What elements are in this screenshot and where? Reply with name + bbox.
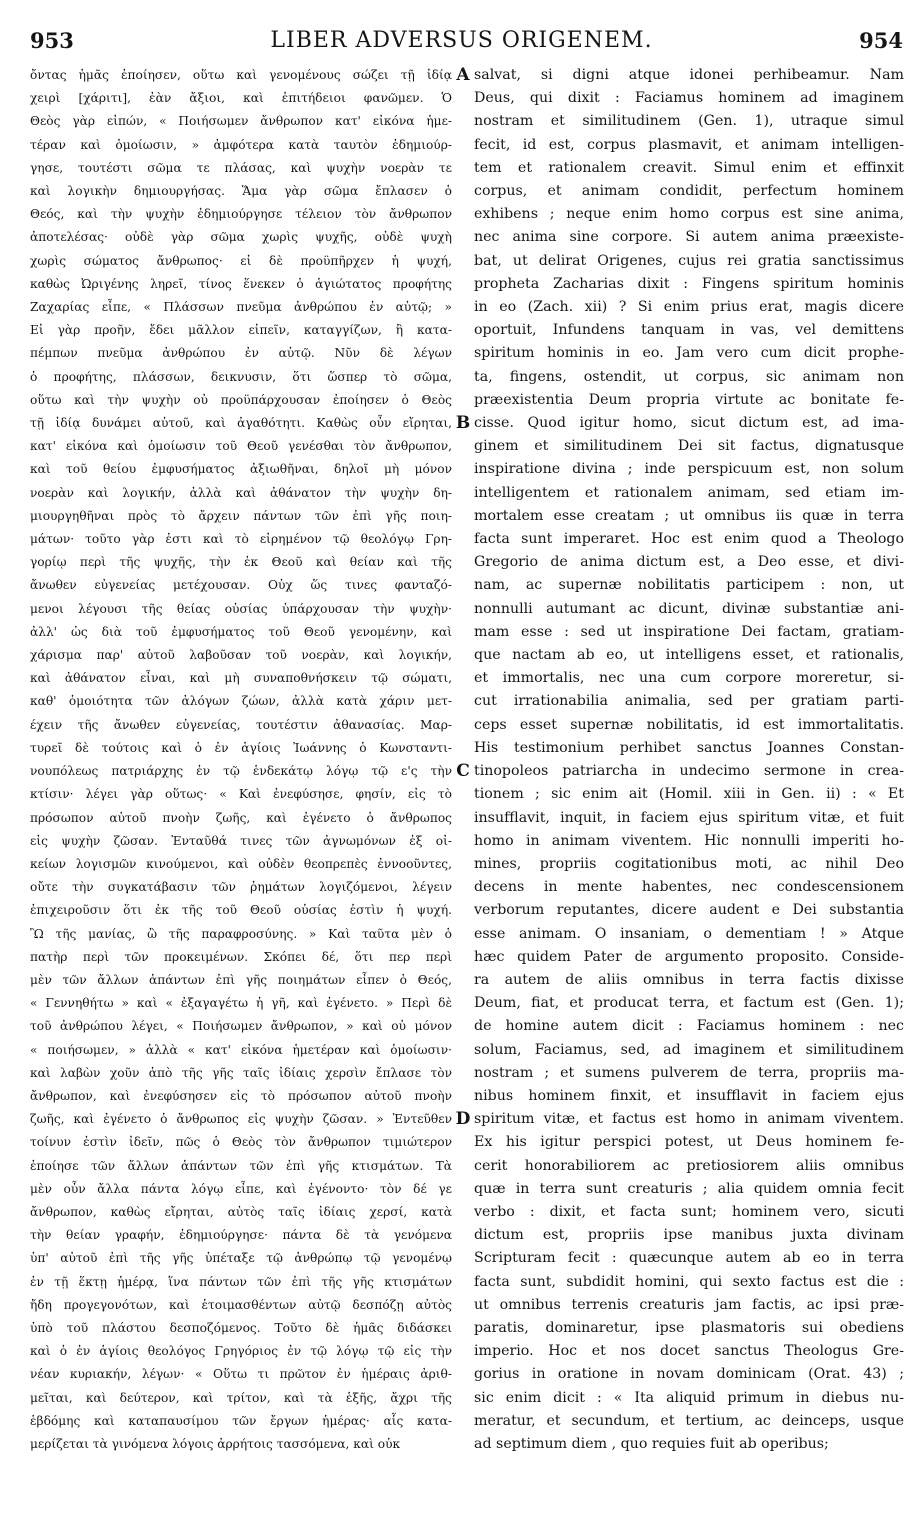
text-line: πέμπων πνεῦμα ἀνθρώπου ἐν αὐτῷ. Νῦν δὲ λέγων xyxy=(30,346,452,361)
text-line: ra autem de aliis omnibus in terra factis dixisse xyxy=(474,971,904,988)
text-line: Ζαχαρίας εἶπε, « Πλάσσων πνεῦμα ἀνθρώπου ἐν αὐτῷ; » xyxy=(30,300,452,315)
text-line: ἀλλ' ὡς διὰ τοῦ ἐμφυσήματος τοῦ Θεοῦ γενομένην, καὶ xyxy=(30,624,452,639)
text-line: que nactam ab eo, ut intelligens esset, et rationalis, xyxy=(474,647,904,664)
text-line: nostram et similitudinem (Gen. 1), utraque simul xyxy=(474,113,904,130)
text-line: μιουργηθῆναι πρὸς τὸ ἄρχειν πάντων τῶν ἐπὶ γῆς ποιη- xyxy=(30,508,452,523)
page-number-right: 954 xyxy=(859,28,903,53)
text-line: propheta Zacharias dixit : Fingens spiritum hominis xyxy=(474,275,904,292)
text-line: ta, fingens, ostendit, ut corpus, sic animam non xyxy=(474,368,904,385)
text-line: καθ' ὁμοιότητα τῶν ἀλόγων ζώων, ἀλλὰ κατὰ χάριν μετ- xyxy=(30,694,452,709)
text-line: ἑβδόμης καὶ καταπαυσίμου τῶν ἔργων ἡμέρας· αἷς κατα- xyxy=(30,1413,452,1428)
text-line: mines, propriis cogitationibus moti, ac nihil Deo xyxy=(474,855,904,872)
text-line: γησε, τουτέστι σῶμα τε πλάσας, καὶ ψυχὴν νοερὰν τε xyxy=(30,160,452,175)
text-line: fecit, id est, corpus plasmavit, et animam intelligen- xyxy=(474,136,904,153)
text-line: et immortalis, nec una cum corpore moreretur, si- xyxy=(474,670,904,687)
text-line: tinopoleos patriarcha in undecimo sermone in crea- xyxy=(474,763,904,780)
text-line: quæ in terra sunt creaturis ; alia quidem omnia fecit xyxy=(474,1180,904,1197)
text-line: μεῖται, καὶ δεύτερον, καὶ τρίτον, καὶ τὰ ἑξῆς, ἄχρι τῆς xyxy=(30,1390,452,1405)
text-line: ὑπ' αὐτοῦ ἐπὶ τῆς γῆς ὑπέταξε τῷ ἀνθρώπῳ τῷ γενομένῳ xyxy=(30,1251,452,1266)
text-line: corpus, et animam condidit, perfectum hominem xyxy=(474,183,904,200)
text-line: bat, ut delirat Origenes, cujus rei gratia sanctissimus xyxy=(474,252,904,269)
text-line: ἄνθρωπον, καθὼς εἴρηται, αὐτὸς ταῖς ἰδίαις χερσί, κατὰ xyxy=(30,1204,452,1219)
text-line: cisse. Quod igitur homo, sicut dictum est, ad ima- xyxy=(474,415,904,432)
text-line: verborum reputantes, dicere audent e Dei substantia xyxy=(474,902,904,919)
text-line: meratur, et secundum, et tertium, ac deinceps, usque xyxy=(474,1412,904,1429)
text-line: πατὴρ περὶ τῶν προκειμένων. Σκόπει δέ, ὅτι περ περὶ xyxy=(30,949,452,964)
text-line: nam, ac supernæ nobilitatis participem : non, ut xyxy=(474,577,904,594)
text-line: εἰς ψυχὴν ζῶσαν. Ἐνταῦθά τινες τῶν ἀγνωμόνων ἐξ οἰ- xyxy=(30,833,452,848)
text-line: spiritum hominis in eo. Jam vero cum dicit prophe- xyxy=(474,345,904,362)
text-line: tem et rationalem creavit. Simul enim et effinxit xyxy=(474,159,904,176)
text-line: nibus hominem finxit, et insufflavit in faciem ejus xyxy=(474,1087,904,1104)
text-line: Scripturam fecit : quæcunque autem ab eo in terra xyxy=(474,1250,904,1267)
text-line: καὶ ἀθάνατον εἶναι, καὶ μὴ συναποθνήσκειν τῷ σώματι, xyxy=(30,671,452,686)
text-line: ad septimum diem , quo requies fuit ab operibus; xyxy=(474,1435,829,1452)
text-line: χωρὶς σώματος ἄνθρωπος· εἰ δὲ προϋπῆρχεν ἡ ψυχή, xyxy=(30,253,452,268)
text-line: μενοι λέγουσι τῆς θείας οὐσίας ὑπάρχουσαν τὴν ψυχὴν· xyxy=(30,601,452,616)
text-line: τῇ ἰδίᾳ δυνάμει αὐτοῦ, καὶ ἀγαθότητι. Καθὼς οὖν εἴρηται, xyxy=(30,416,452,431)
text-line: Θεός, καὶ τὴν ψυχὴν ἐδημιούργησε τέλειον τὸν ἄνθρωπον xyxy=(30,207,452,222)
text-line: χάρισμα παρ' αὐτοῦ λαβοῦσαν τοῦ νοερὰν, καὶ λογικήν, xyxy=(30,648,452,663)
text-line: κατ' εἰκόνα καὶ ὁμοίωσιν τοῦ Θεοῦ γενέσθαι τὸν ἄνθρωπον, xyxy=(30,439,452,454)
text-line: καὶ ὁ ἐν ἁγίοις θεολόγος Γρηγόριος ἐν τῷ λόγῳ τῷ εἰς τὴν xyxy=(30,1344,452,1359)
section-marker-d: D xyxy=(455,1109,471,1129)
text-line: ὑπὸ τοῦ πλάστου δεσποζόμενος. Τοῦτο δὲ ἡμᾶς διδάσκει xyxy=(30,1320,452,1335)
text-line: ut omnibus terrenis creaturis jam factis, ac ipsi præ- xyxy=(474,1296,904,1313)
text-line: paratis, dominaretur, ipse plasmatoris sui obediens xyxy=(474,1319,904,1336)
text-line: insufflavit, inquit, in faciem ejus spiritum vitæ, et fuit xyxy=(474,809,904,826)
latin-text-column xyxy=(474,64,904,1456)
text-line: nonnulli autumant ac dicunt, divinæ substantiæ ani- xyxy=(474,600,904,617)
text-line: ἄνθρωπον, καὶ ἐνεφύσησεν εἰς τὸ πρόσωπον αὐτοῦ πνοὴν xyxy=(30,1088,452,1103)
greek-text-column xyxy=(30,64,452,1456)
text-line: exhibens ; neque enim homo corpus est sine anima, xyxy=(474,206,904,223)
text-line: τυρεῖ δὲ τούτοις καὶ ὁ ἐν ἁγίοις Ἰωάννης ὁ Κωνσταντι- xyxy=(30,740,452,755)
text-line: mam esse : sed ut inspiratione Dei factam, gratiam- xyxy=(474,623,904,640)
text-line: ἐπιχειροῦσιν ὅτι ἐκ τῆς τοῦ Θεοῦ οὐσίας ἐστὶν ἡ ψυχή. xyxy=(30,903,452,918)
text-line: καθὼς Ὠριγένης ληρεῖ, τίνος ἕνεκεν ὁ ἁγιώτατος προφήτης xyxy=(30,276,452,291)
text-line: Deus, qui dixit : Faciamus hominem ad imaginem xyxy=(474,90,904,107)
text-line: ζωῆς, καὶ ἐγένετο ὁ ἄνθρωπος εἰς ψυχὴν ζῶσαν. » Ἐντεῦθεν xyxy=(30,1112,452,1127)
text-line: facta sunt, subdidit homini, qui sexto factus est die : xyxy=(474,1273,904,1290)
section-marker-a: A xyxy=(456,65,470,85)
text-line: τοίνυν ἐστὶν ἰδεῖν, πῶς ὁ Θεὸς τὸν ἄνθρωπον τιμιώτερον xyxy=(30,1135,452,1150)
text-line: νουπόλεως πατριάρχης ἐν τῷ ἑνδεκάτῳ λόγῳ τῷ ε'ς τὴν xyxy=(30,764,452,779)
running-header xyxy=(0,28,923,60)
text-line: præexistentia Deum propria virtute ac bonitate fe- xyxy=(474,391,904,408)
text-line: nec anima sine corpore. Si autem anima præexiste- xyxy=(474,229,904,246)
text-line: oportuit, Infundens tanquam in vas, vel demittens xyxy=(474,322,904,339)
text-line: in eo (Zach. xii) ? Si enim prius erat, magis dicere xyxy=(474,299,904,316)
text-line: cut irrationabilia animalia, sed per gratiam parti- xyxy=(474,693,904,710)
text-line: homo in animam viventem. Hic nonnulli imperiti ho- xyxy=(474,832,904,849)
text-line: γορίῳ περὶ τῆς ψυχῆς, τὴν ἐκ Θεοῦ καὶ θείαν καὶ τῆς xyxy=(30,555,452,570)
text-line: ὄντας ἡμᾶς ἐποίησεν, οὕτω καὶ γενομένους σώζει τῇ ἰδίᾳ xyxy=(30,68,452,82)
text-line: ginem et similitudinem Dei sit factus, dignatusque xyxy=(474,438,904,455)
text-line: οὕτω καὶ τὴν ψυχὴν οὐ προϋπάρχουσαν ἐποίησεν ὁ Θεὸς xyxy=(30,392,452,407)
text-line: His testimonium perhibet sanctus Joannes Constan- xyxy=(474,739,904,756)
text-line: ἤδη προγεγονότων, καὶ ἑτοιμασθέντων αὐτῷ δεσπόζῃ αὐτὸς xyxy=(30,1297,452,1312)
text-line: Gregorio de anima dictum est, a Deo esse, et divi- xyxy=(474,554,904,571)
text-line: ceps esset supernæ nobilitatis, id est immortalitatis. xyxy=(474,716,904,733)
text-line: ἐποίησε τῶν ἄλλων ἁπάντων τῶν ἐπὶ γῆς κτισμάτων. Τὰ xyxy=(30,1158,452,1173)
text-line: gorius in oratione in novam dominicam (Orat. 43) ; xyxy=(474,1366,904,1383)
text-line: πρόσωπον αὐτοῦ πνοὴν ζωῆς, καὶ ἐγένετο ὁ ἄνθρωπος xyxy=(30,810,452,825)
text-line: intelligentem et rationalem animam, sed etiam im- xyxy=(474,484,904,501)
text-line: cerit honorabiliorem ac pretiosiorem aliis omnibus xyxy=(474,1157,904,1174)
text-line: Deum, fiat, et producat terra, et factum est (Gen. 1); xyxy=(474,995,904,1012)
text-line: τέραν καὶ ὁμοίωσιν, » ἀμφότερα κατὰ ταυτὸν ἐδημιούρ- xyxy=(30,137,452,152)
text-line: Εἰ γὰρ προῆν, ἔδει μᾶλλον εἰπεῖν, καταγγίζων, ἢ κατα- xyxy=(30,323,452,338)
text-line: hæc quidem Pater de argumento proposito. Conside- xyxy=(474,948,904,965)
text-line: « Γεννηθήτω » καὶ « ἐξαγαγέτω ἡ γῆ, καὶ ἐγένετο. » Περὶ δὲ xyxy=(30,996,452,1011)
text-line: Ex his igitur perspici potest, ut Deus hominem fe- xyxy=(474,1134,904,1151)
text-line: τὴν θείαν γραφήν, ἐδημιούργησε· πάντα δὲ τὰ γενόμενα xyxy=(30,1228,452,1243)
text-line: νέαν κυριακήν, λέγων· « Οὕτω τι πρῶτον ἐν ἡμέραις ἀριθ- xyxy=(30,1367,452,1382)
text-line: Ὢ τῆς μανίας, ὢ τῆς παραφροσύνης. » Καὶ ταῦτα μὲν ὁ xyxy=(30,926,452,941)
text-line: decens in mente habentes, nec condescensionem xyxy=(474,879,904,896)
text-line: spiritum vitæ, et factus est homo in animam viventem. xyxy=(474,1111,904,1128)
text-line: μὲν οὖν ἄλλα πάντα λόγῳ εἶπε, καὶ ἐγένοντο· τὸν δέ γε xyxy=(30,1181,452,1196)
text-line: οὔτε τὴν συγκατάβασιν τῶν ῥημάτων λογιζόμενοι, λέγειν xyxy=(30,880,452,895)
text-line: Θεὸς γὰρ εἰπών, « Ποιήσωμεν ἄνθρωπον κατ' εἰκόνα ἡμε- xyxy=(30,114,452,129)
page-number-left: 953 xyxy=(30,28,74,53)
text-line: μερίζεται τὰ γινόμενα λόγοις ἀρρήτοις τασσόμενα, καὶ οὐκ xyxy=(30,1436,401,1451)
text-line: ἐν τῇ ἕκτῃ ἡμέρᾳ, ἵνα πάντων τῶν ἐπὶ τῆς γῆς κτισμάτων xyxy=(30,1274,452,1289)
text-line: mortalem esse creatam ; ut omnibus iis quæ in terra xyxy=(474,507,904,524)
text-line: ἄνωθεν εὐγενείας μετέχουσαν. Οὐχ ὥς τινες φανταζό- xyxy=(30,578,452,593)
text-line: « ποιήσωμεν, » ἀλλὰ « κατ' εἰκόνα ἡμετέραν καὶ ὁμοίωσιν· xyxy=(30,1042,452,1057)
text-line: καὶ τοῦ θείου ἐμφυσήματος ἀξιωθῆναι, δηλοῖ μὴ μόνον xyxy=(30,462,452,477)
text-line: inspiratione divina ; inde perspicuum est, non solum xyxy=(474,461,904,478)
text-line: καὶ λογικὴν δημιουργήσας. Ἅμα γὰρ σῶμα ἔπλασεν ὁ xyxy=(30,184,452,199)
text-line: μὲν τῶν ἄλλων ἁπάντων ἐπὶ γῆς ποιημάτων εἶπεν ὁ Θεός, xyxy=(30,972,452,987)
text-line: έχειν τῆς ἄνωθεν εὐγενείας, τουτέστιν ἀθανασίας. Μαρ- xyxy=(30,717,452,732)
text-line: ὁ προφήτης, πλάσσων, δεικνυσιν, ὅτι ὥσπερ τὸ σῶμα, xyxy=(30,369,452,384)
text-line: καὶ λαβὼν χοῦν ἀπὸ τῆς γῆς ταῖς ἰδίαις χερσὶν ἔπλασε τὸν xyxy=(30,1065,452,1080)
text-line: sic enim dicit : « Ita aliquid primum in diebus nu- xyxy=(474,1389,904,1406)
section-marker-b: B xyxy=(455,413,471,433)
text-line: nostram ; et sumens pulverem de terra, propriis ma- xyxy=(474,1064,904,1081)
text-line: ἀποτελέσας· οὐδὲ γὰρ σῶμα χωρὶς ψυχῆς, οὐδὲ ψυχὴ xyxy=(30,230,452,245)
text-line: χειρὶ [χάριτι], ἐὰν ἄξιοι, καὶ ἐπιτήδειοι φανῶμεν. Ὁ xyxy=(30,91,452,106)
text-line: κτίσιν· λέγει γὰρ οὕτως· « Καὶ ἐνεφύσησε, φησίν, εἰς τὸ xyxy=(30,787,452,802)
text-line: tionem ; sic enim ait (Homil. xiii in Gen. ii) : « Et xyxy=(474,786,904,803)
text-line: τοῦ ἀνθρώπου λέγει, « Ποιήσωμεν ἄνθρωπον, » καὶ οὐ μόνον xyxy=(30,1019,452,1034)
running-title: LIBER ADVERSUS ORIGENEM. xyxy=(270,28,653,53)
text-line: μάτων· τοῦτο γὰρ ἐστι καὶ τὸ εἰρημένον τῷ θεολόγῳ Γρη- xyxy=(30,532,452,547)
text-line: de homine autem dicit : Faciamus hominem : nec xyxy=(474,1018,904,1035)
text-line: verbo : dixit, et facta sunt; hominem vero, sicuti xyxy=(474,1203,904,1220)
text-line: esse animam. O insaniam, o dementiam ! » Atque xyxy=(474,925,904,942)
section-marker-c: C xyxy=(456,761,470,781)
text-line: facta sunt imperaret. Hoc est enim quod a Theologo xyxy=(474,531,904,548)
text-line: imperio. Hoc et nos docet sanctus Theologus Gre- xyxy=(474,1343,904,1360)
text-line: κείων λογισμῶν κινούμενοι, καὶ οὐδὲν θεοπρεπὲς ἐννοοῦντες, xyxy=(30,856,452,871)
text-line: νοερὰν καὶ λογικήν, ἀλλὰ καὶ ἀθάνατον τὴν ψυχὴν δη- xyxy=(30,485,452,500)
text-line: solum, Faciamus, sed, ad imaginem et similitudinem xyxy=(474,1041,904,1058)
text-line: dictum est, propriis ipse manibus juxta divinam xyxy=(474,1227,904,1244)
text-line: salvat, si digni atque idonei perhibeamur. Nam xyxy=(474,67,904,83)
